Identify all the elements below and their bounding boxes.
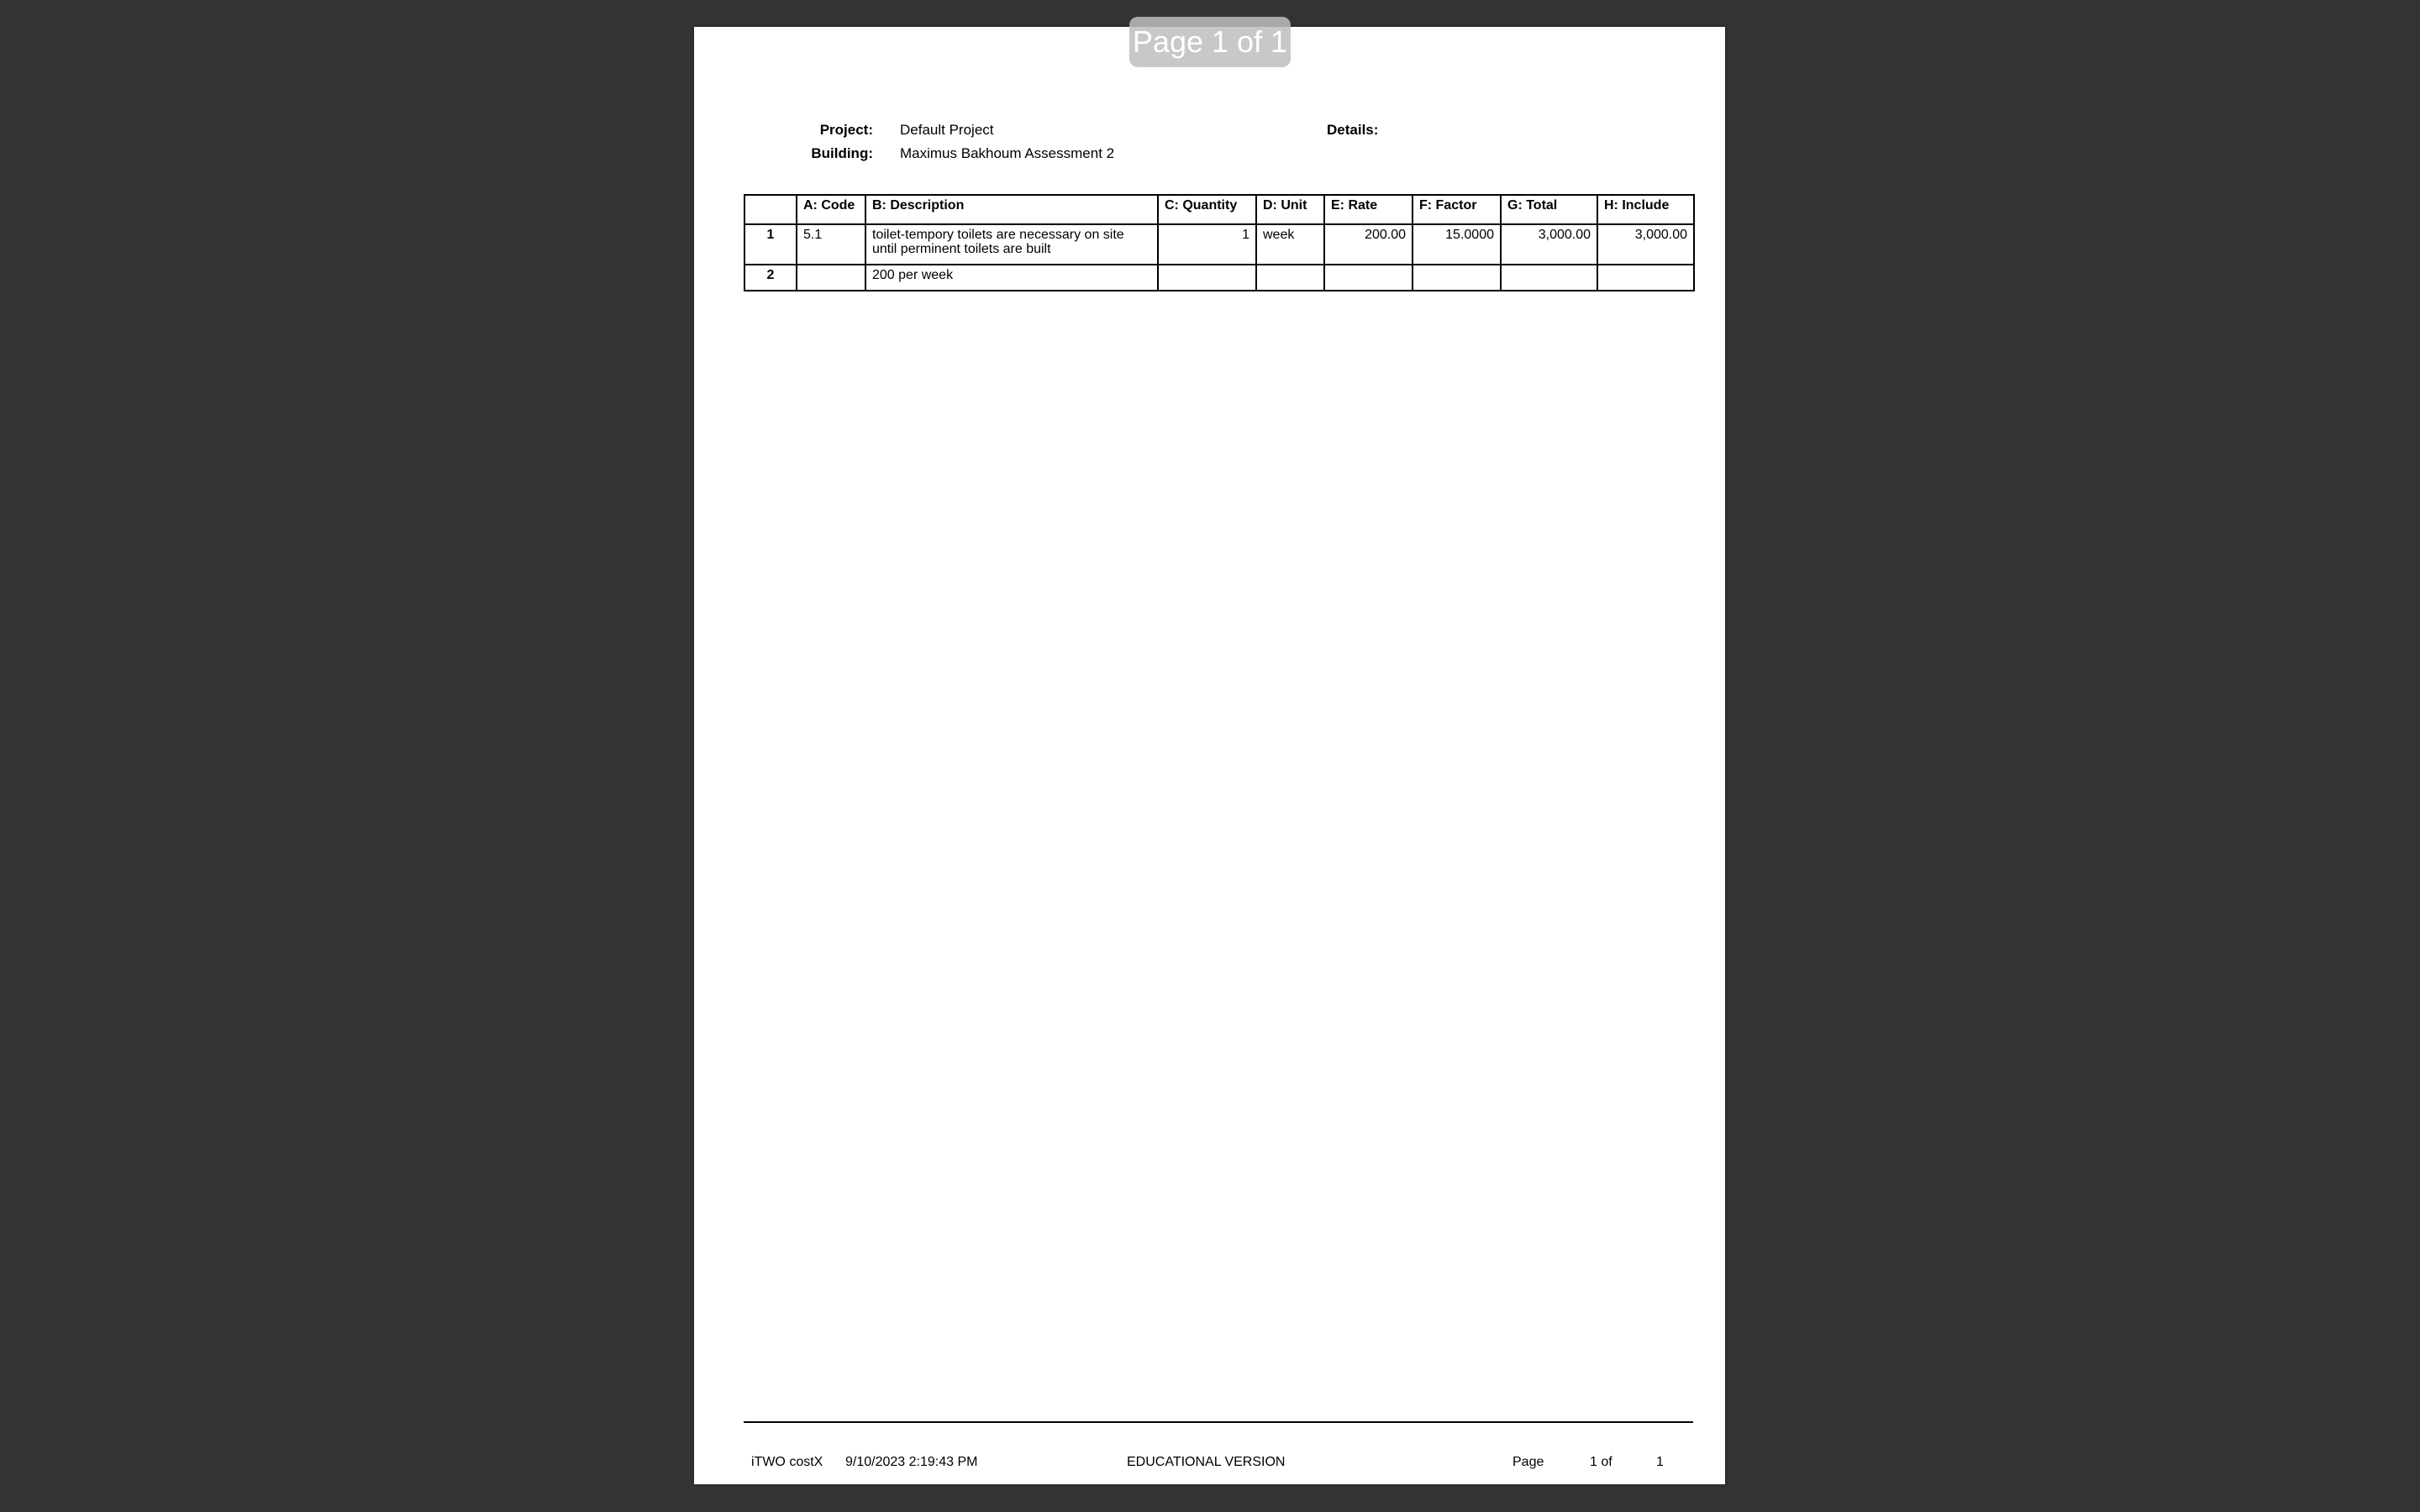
- cell-rate: [1324, 265, 1413, 291]
- cell-factor: [1413, 265, 1501, 291]
- building-label: Building:: [811, 145, 873, 161]
- cell-code: 5.1: [797, 224, 865, 265]
- cell-factor: 15.0000: [1413, 224, 1501, 265]
- column-header-include: H: Include: [1597, 195, 1694, 224]
- cost-table: [744, 194, 1695, 291]
- footer-app-name: iTWO costX: [751, 1455, 823, 1469]
- cell-description: 200 per week: [865, 265, 1158, 291]
- column-header-factor: F: Factor: [1413, 195, 1501, 224]
- row-number: 2: [744, 265, 797, 291]
- row-number: 1: [744, 224, 797, 265]
- column-header-row-number: [744, 195, 797, 224]
- footer-timestamp: 9/10/2023 2:19:43 PM: [845, 1455, 978, 1469]
- column-header-rate: E: Rate: [1324, 195, 1413, 224]
- table-row: [744, 224, 1694, 265]
- footer-page-total: 1: [1656, 1455, 1664, 1469]
- column-header-code: A: Code: [797, 195, 865, 224]
- footer-page-label: Page: [1512, 1455, 1544, 1469]
- cell-description: toilet-tempory toilets are necessary on site until perminent toilets are built: [865, 224, 1158, 265]
- cell-quantity: [1158, 265, 1256, 291]
- footer-divider: [744, 1421, 1693, 1423]
- document-page: [694, 27, 1725, 1484]
- footer-edition: EDUCATIONAL VERSION: [1127, 1455, 1286, 1469]
- cell-include: [1597, 265, 1694, 291]
- cell-total: [1501, 265, 1597, 291]
- column-header-quantity: C: Quantity: [1158, 195, 1256, 224]
- table-header-row: [744, 195, 1694, 224]
- column-header-description: B: Description: [865, 195, 1158, 224]
- page-indicator: Page 1 of 1: [1129, 17, 1291, 67]
- building-value: Maximus Bakhoum Assessment 2: [900, 145, 1115, 161]
- cell-unit: week: [1256, 224, 1324, 265]
- cell-unit: [1256, 265, 1324, 291]
- column-header-unit: D: Unit: [1256, 195, 1324, 224]
- footer-page-of: 1 of: [1590, 1455, 1612, 1469]
- details-label: Details:: [1327, 122, 1379, 138]
- cell-rate: 200.00: [1324, 224, 1413, 265]
- column-header-total: G: Total: [1501, 195, 1597, 224]
- project-value: Default Project: [900, 122, 994, 138]
- table-row: [744, 265, 1694, 291]
- cell-include: 3,000.00: [1597, 224, 1694, 265]
- cell-total: 3,000.00: [1501, 224, 1597, 265]
- cell-code: [797, 265, 865, 291]
- project-label: Project:: [819, 122, 873, 138]
- cell-quantity: 1: [1158, 224, 1256, 265]
